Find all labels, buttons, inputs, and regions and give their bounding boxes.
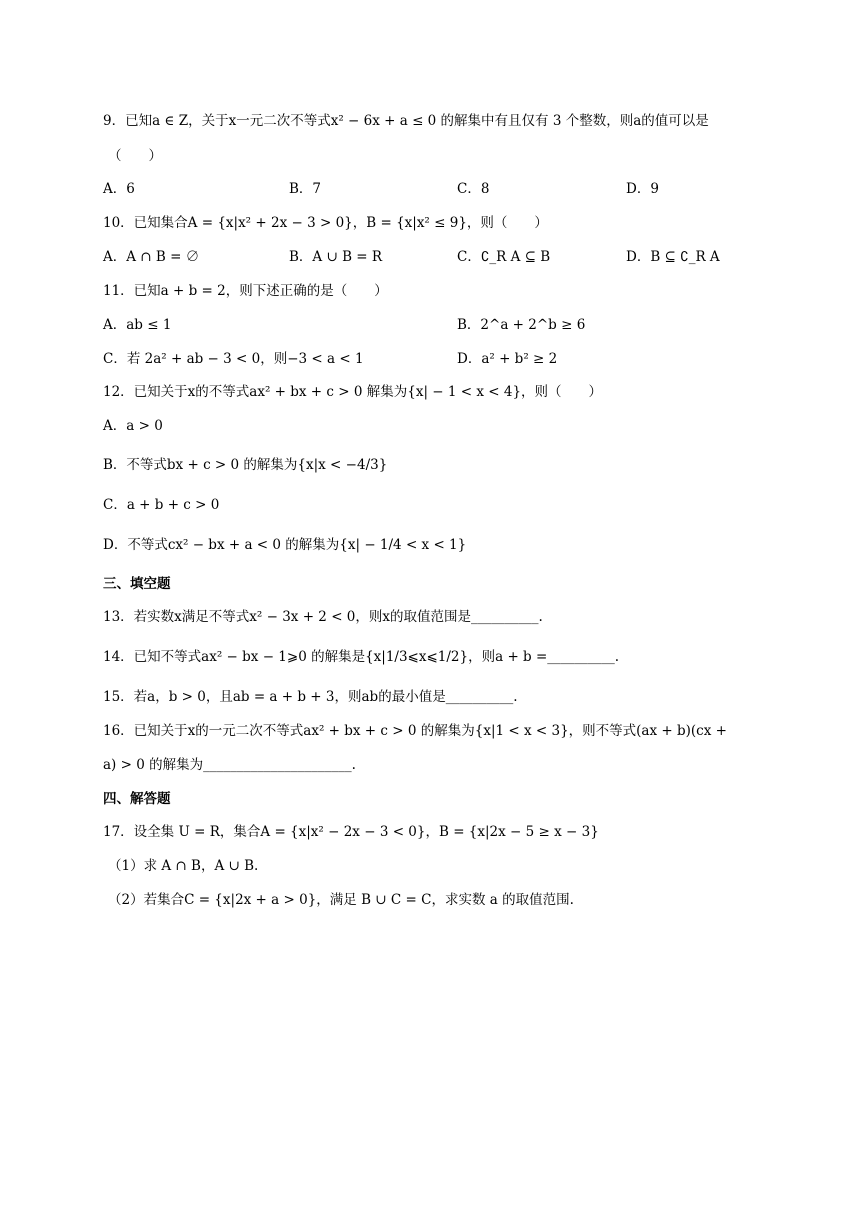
q14-text: 14．已知不等式ax² − bx − 1⩾0 的解集是{x|1/3⩽x⩽1/2}，则a + b =__________. bbox=[103, 649, 620, 665]
q16-text: 16．已知关于x的一元二次不等式ax² + bx + c > 0 的解集为{x|1 < x < 3}，则不等式(ax + b)(cx + bbox=[103, 723, 727, 739]
q10-option-a: A．A ∩ B = ∅ bbox=[103, 249, 200, 265]
q11-stem: 11．已知a + b = 2，则下述正确的是（ ） bbox=[103, 283, 388, 299]
q10-option-b: B．A ∪ B = R bbox=[289, 249, 383, 265]
section-heading-fill-in: 三、填空题 bbox=[103, 576, 171, 592]
q12-option-d: D．不等式cx² − bx + a < 0 的解集为{x| − 1/4 < x < 1} bbox=[103, 537, 467, 553]
q9-option-a: A．6 bbox=[103, 181, 135, 197]
q12-option-a: A．a > 0 bbox=[103, 418, 163, 434]
q9-stem-continuation: （ ） bbox=[108, 148, 162, 164]
q17-text: 17．设全集 U = R，集合A = {x|x² − 2x − 3 < 0}，B = {x|2x − 5 ≥ x − 3} bbox=[103, 824, 599, 840]
q12-option-c: C．a + b + c > 0 bbox=[103, 497, 220, 513]
q11-option-c: C．若 2a² + ab − 3 < 0，则−3 < a < 1 bbox=[103, 351, 364, 367]
q12-option-b: B．不等式bx + c > 0 的解集为{x|x < −4/3} bbox=[103, 457, 388, 473]
q10-option-d: D．B ⊆ ∁_R A bbox=[626, 249, 720, 265]
q12-stem: 12．已知关于x的不等式ax² + bx + c > 0 解集为{x| − 1 < x < 4}，则（ ） bbox=[103, 384, 603, 400]
q10-stem: 10．已知集合A = {x|x² + 2x − 3 > 0}，B = {x|x² ≤ 9}，则（ ） bbox=[103, 215, 548, 231]
q17-part1: （1）求 A ∩ B，A ∪ B. bbox=[108, 858, 259, 874]
q11-option-a: A．ab ≤ 1 bbox=[103, 317, 172, 333]
q11-option-b: B．2^a + 2^b ≥ 6 bbox=[457, 317, 586, 333]
q11-option-d: D．a² + b² ≥ 2 bbox=[457, 351, 558, 367]
q13-text: 13．若实数x满足不等式x² − 3x + 2 < 0，则x的取值范围是__________. bbox=[103, 609, 543, 625]
q9-option-b: B．7 bbox=[289, 181, 322, 197]
q17-part2: （2）若集合C = {x|2x + a > 0}，满足 B ∪ C = C，求实数 a 的取值范围. bbox=[108, 892, 574, 908]
q9-stem: 9．已知a ∈ Z，关于x一元二次不等式x² − 6x + a ≤ 0 的解集中有且仅有 3 个整数，则a的值可以是 bbox=[103, 113, 709, 129]
q16-text-continuation: a) > 0 的解集为______________________. bbox=[103, 757, 356, 773]
q9-option-d: D．9 bbox=[626, 181, 659, 197]
q10-option-c: C．∁_R A ⊆ B bbox=[457, 249, 551, 265]
q15-text: 15．若a，b > 0，且ab = a + b + 3，则ab的最小值是__________. bbox=[103, 689, 518, 705]
q9-option-c: C．8 bbox=[457, 181, 490, 197]
section-heading-answer: 四、解答题 bbox=[103, 791, 171, 807]
